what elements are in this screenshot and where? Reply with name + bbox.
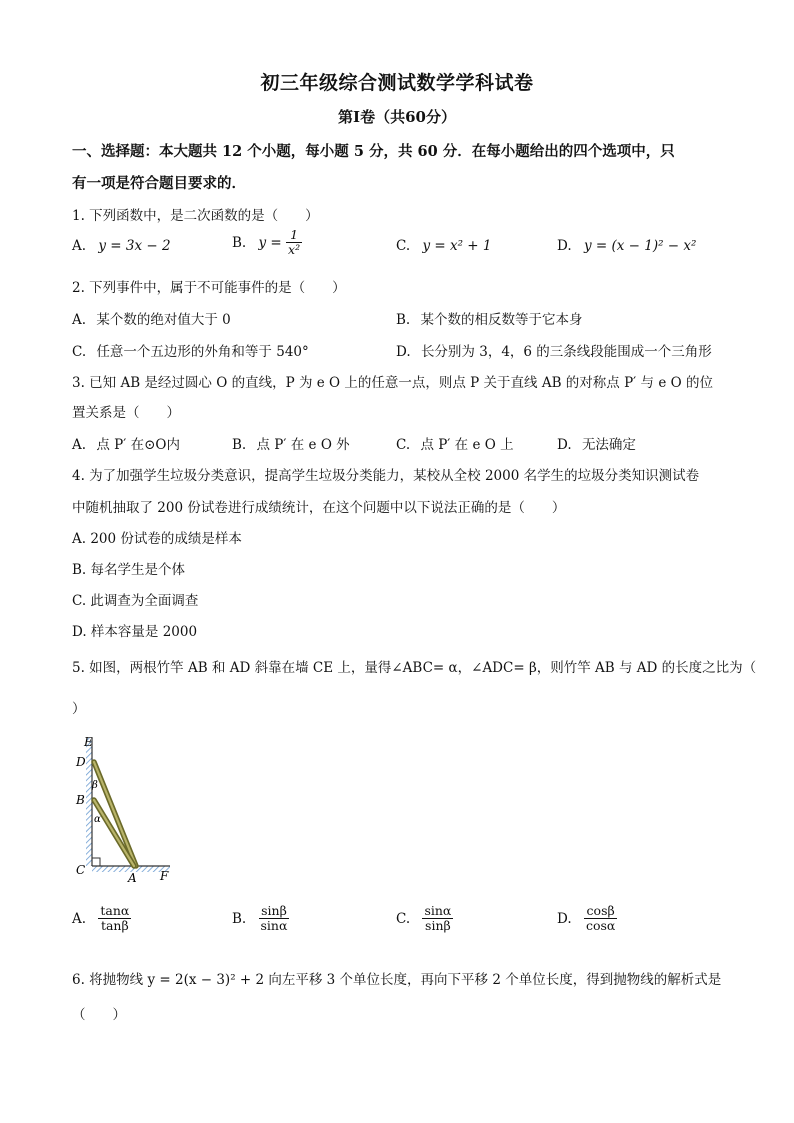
q5-option-b-numerator: sinβ <box>259 904 290 919</box>
q5-option-a-fraction <box>98 904 131 934</box>
q3-stem-line1: 3. 已知 AB 是经过圆心 O 的直线，P 为 e O 上的任意一点，则点 P 关于直线 AB 的对称点 P′ 与 e O 的位 <box>72 375 713 391</box>
q5-option-c-denominator: sinβ <box>425 918 451 934</box>
q1-option-d-expr: y = (x − 1)² − x² <box>583 238 697 254</box>
q5-option-d-letter: D. <box>557 910 572 927</box>
q5-stem-line2: ） <box>72 701 86 717</box>
right-angle-mark <box>92 858 100 866</box>
q4-option-a: A. 200 份试卷的成绩是样本 <box>72 531 242 547</box>
q1-option-b-denominator: x² <box>288 242 301 258</box>
q3-option-d-letter: D. <box>557 437 572 453</box>
label-d: D <box>76 755 86 769</box>
q1-option-d <box>557 238 696 254</box>
q2-stem: 2. 下列事件中，属于不可能事件的是（ ） <box>72 280 346 296</box>
label-c: C <box>76 863 86 877</box>
q1-option-a <box>72 238 171 254</box>
q5-option-d <box>557 904 617 934</box>
q6-stem-line2: （ ） <box>72 1007 126 1023</box>
wall-hatch <box>86 738 92 866</box>
section-heading-line2: 有一项是符合题目要求的． <box>72 175 246 192</box>
q5-option-a-denominator: tanβ <box>100 918 129 934</box>
q5-option-d-numerator: cosβ <box>584 904 617 919</box>
q1-option-d-letter: D. <box>557 238 572 254</box>
q5-option-c-numerator: sinα <box>424 903 452 918</box>
q1-option-b-numerator: 1 <box>286 228 302 243</box>
label-e: E <box>84 735 93 749</box>
label-alpha: α <box>94 814 101 825</box>
q2-option-b-text: 某个数的相反数等于它本身 <box>420 312 583 328</box>
label-a: A <box>128 871 137 882</box>
q2-option-a-text: 某个数的绝对值大于 0 <box>96 312 231 328</box>
q3-option-c <box>396 433 514 453</box>
q2-option-c-text: 任意一个五边形的外角和等于 540° <box>96 344 309 360</box>
q5-option-b-denominator: sinα <box>260 918 288 934</box>
q2-option-b-letter: B. <box>396 312 411 328</box>
q3-option-d <box>557 433 636 453</box>
q1-option-b-fraction <box>286 228 302 258</box>
q3-option-b-letter: B. <box>232 437 247 453</box>
page-title: 初三年级综合测试数学学科试卷 <box>260 72 534 94</box>
q5-option-c-fraction <box>422 904 453 934</box>
q1-option-c <box>396 238 491 254</box>
q5-option-b-letter: B. <box>232 910 247 927</box>
q1-option-a-letter: A. <box>72 238 87 254</box>
q3-option-a <box>72 433 180 453</box>
q2-option-a <box>72 308 231 328</box>
q2-option-c-letter: C. <box>72 344 87 360</box>
q5-option-d-denominator: cosα <box>585 918 616 934</box>
section-heading-line1: 一、选择题：本大题共 12 个小题，每小题 5 分，共 60 分．在每小题给出的四个选项中，只 <box>72 143 675 160</box>
q4-option-c: C. 此调查为全面调查 <box>72 593 199 609</box>
q3-option-b <box>232 433 350 453</box>
label-b: B <box>76 793 85 807</box>
q4-stem-line2: 中随机抽取了 200 份试卷进行成绩统计，在这个问题中以下说法正确的是（ ） <box>72 500 566 516</box>
q2-option-c <box>72 340 309 360</box>
q1-stem: 1. 下列函数中，是二次函数的是（ ） <box>72 208 319 224</box>
q1-option-b-lhs: y = <box>258 234 282 251</box>
q1-option-a-expr: y = 3x − 2 <box>98 238 171 254</box>
q3-option-a-text: 点 P′ 在⊙O内 <box>96 437 180 453</box>
q6-stem-line1: 6. 将抛物线 y = 2(x − 3)² + 2 向左平移 3 个单位长度，再向下平移 2 个单位长度，得到抛物线的解析式是 <box>72 972 722 988</box>
q5-option-a <box>72 904 131 934</box>
q3-option-c-text: 点 P′ 在 e O 上 <box>420 437 514 453</box>
q2-option-d-letter: D. <box>396 344 411 360</box>
q3-option-a-letter: A. <box>72 437 87 453</box>
q5-stem-line1: 5. 如图，两根竹竿 AB 和 AD 斜靠在墙 CE 上，量得∠ABC= α，∠ADC= β，则竹竿 AB 与 AD 的长度之比为（ <box>72 660 757 676</box>
page-subtitle: 第Ⅰ卷（共60分） <box>338 108 456 126</box>
q5-option-a-letter: A. <box>72 910 87 927</box>
q5-figure <box>72 732 182 886</box>
q1-option-c-letter: C. <box>396 238 411 254</box>
q1-option-b-letter: B. <box>232 234 247 251</box>
q1-option-b <box>232 228 302 258</box>
label-beta: β <box>92 780 98 791</box>
q4-stem-line1: 4. 为了加强学生垃圾分类意识，提高学生垃圾分类能力，某校从全校 2000 名学生的垃圾分类知识测试卷 <box>72 468 700 484</box>
q2-option-d <box>396 340 712 360</box>
q5-option-c-letter: C. <box>396 910 411 927</box>
q5-option-b <box>232 904 289 934</box>
label-f: F <box>160 869 169 882</box>
q5-option-b-fraction <box>259 904 290 934</box>
q5-option-d-fraction <box>584 904 617 934</box>
q2-option-b <box>396 308 583 328</box>
q3-option-d-text: 无法确定 <box>581 437 636 453</box>
q2-option-a-letter: A. <box>72 312 87 328</box>
bamboo-wall-diagram <box>72 732 182 882</box>
q5-option-a-numerator: tanα <box>100 903 130 918</box>
q3-option-b-text: 点 P′ 在 e O 外 <box>256 437 350 453</box>
q4-option-b: B. 每名学生是个体 <box>72 562 186 578</box>
q5-option-c <box>396 904 453 934</box>
q3-option-c-letter: C. <box>396 437 411 453</box>
q2-option-d-text: 长分别为 3，4，6 的三条线段能围成一个三角形 <box>420 344 712 360</box>
q3-stem-line2: 置关系是（ ） <box>72 405 180 421</box>
q4-option-d: D. 样本容量是 2000 <box>72 624 198 640</box>
q1-option-c-expr: y = x² + 1 <box>422 238 492 254</box>
